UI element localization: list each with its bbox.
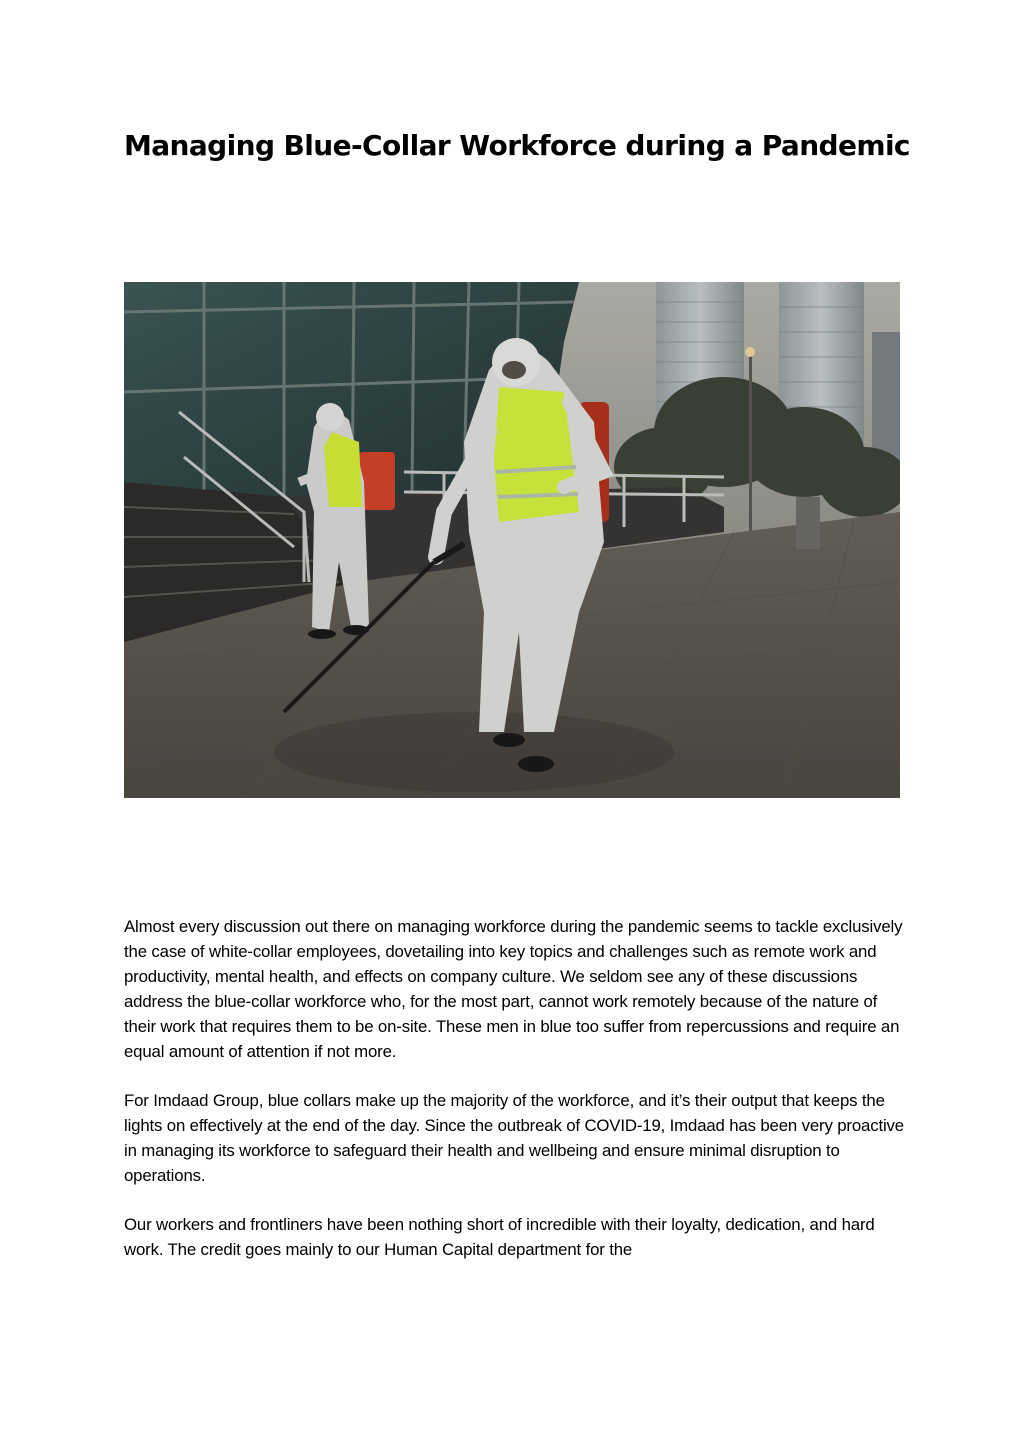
paragraph-2: For Imdaad Group, blue collars make up the majority of the workforce, and it’s their output that keeps the lights on effectively at the end of the day. Since the outbreak of COVID-19, Imdaad has been very proactive in managing its workforce to safeguard their health and wellbeing and ensure minimal disruption to operations. <box>124 1091 904 1185</box>
page-title: Managing Blue-Collar Workforce during a Pandemic <box>124 129 910 162</box>
paragraph-1: Almost every discussion out there on managing workforce during the pandemic seems to tackle exclusively the case of white-collar employees, dovetailing into key topics and challenges such as remote work and productivity, mental health, and effects on company culture. We seldom see any of these discussions address the blue-collar workforce who, for the most part, cannot work remotely because of the nature of their work that requires them to be on-site. These men in blue too suffer from repercussions and require an equal amount of attention if not more. <box>124 917 903 1061</box>
paragraph-3: Our workers and frontliners have been nothing short of incredible with their loyalty, dedication, and hard work. The credit goes mainly to our Human Capital department for the <box>124 1215 875 1259</box>
workers-disinfecting-illustration <box>124 282 900 798</box>
article-photo <box>124 282 900 798</box>
article-body <box>124 914 909 1286</box>
